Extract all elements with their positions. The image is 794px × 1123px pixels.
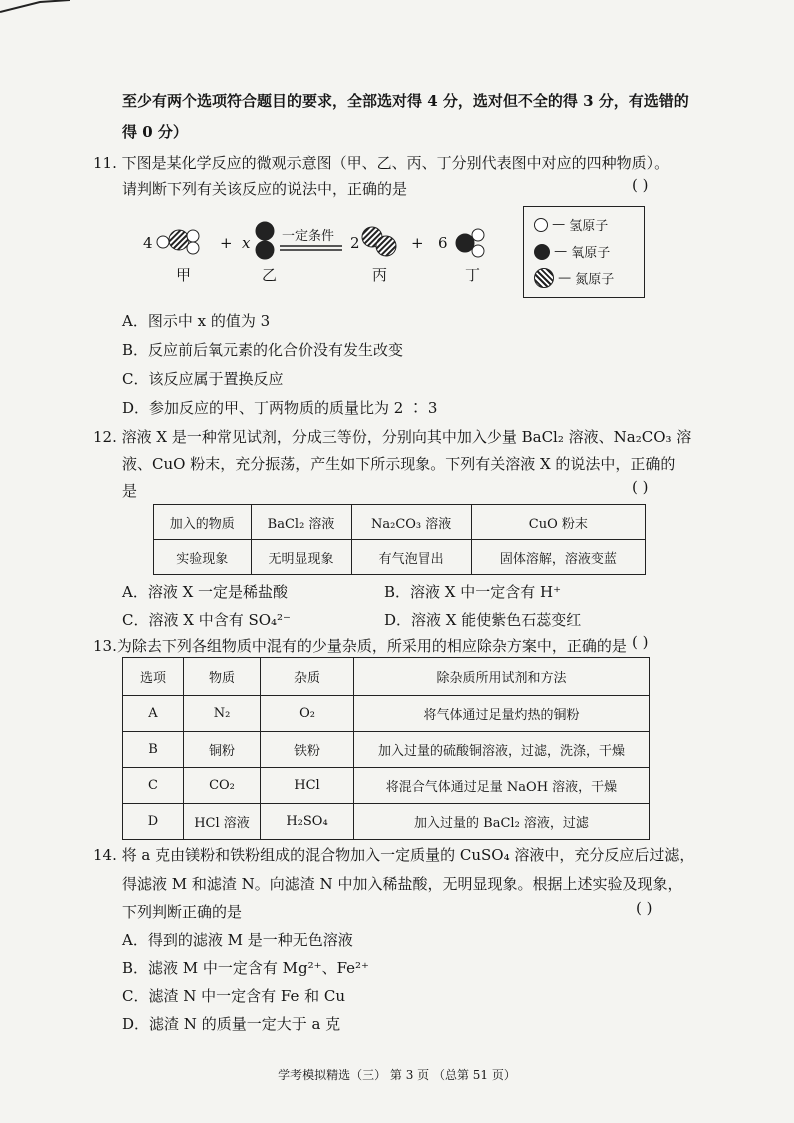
coef-d: 6	[438, 234, 448, 252]
coef-x: x	[242, 234, 251, 252]
q12-option-d: D．溶液 X 能使紫色石蕊变红	[384, 611, 582, 629]
legend-nitrogen-label: 氮原子	[575, 272, 615, 288]
q13-cell: A	[123, 696, 184, 732]
q13-header-cell: 除杂质所用试剂和方法	[354, 658, 650, 696]
section-intro-line1: 至少有两个选项符合题目的要求，全部选对得 4 分，选对但不全的得 3 分，有选错的	[122, 92, 689, 110]
q11-option-a: A．图示中 x 的值为 3	[122, 312, 271, 330]
q12-cell: 固体溶解，溶液变蓝	[471, 540, 645, 575]
q13-cell: O₂	[261, 696, 354, 732]
oxygen-atom-icon	[534, 244, 550, 260]
legend-hydrogen: — 氢原子	[534, 215, 608, 234]
q13-cell: 加入过量的 BaCl₂ 溶液，过滤	[354, 804, 650, 840]
q14-answer-paren: ( )	[636, 899, 653, 917]
q11-answer-paren: ( )	[632, 176, 649, 194]
q12-option-b: B．溶液 X 中一定含有 H⁺	[384, 583, 562, 601]
q12-stem-line1: 12. 溶液 X 是一种常见试剂，分成三等份，分别向其中加入少量 BaCl₂ 溶液、Na₂CO₃ 溶	[93, 428, 692, 446]
q13-cell: 铁粉	[261, 732, 354, 768]
page-footer: 学考模拟精选（三） 第 3 页 （总第 51 页）	[278, 1068, 516, 1082]
q13-table	[122, 657, 650, 840]
q13-cell: 将气体通过足量灼热的铜粉	[354, 696, 650, 732]
q13-cell: N₂	[184, 696, 261, 732]
q11-option-d: D．参加反应的甲、丁两物质的质量比为 2 ∶ 3	[122, 399, 438, 417]
legend-nitrogen: — 氮原子	[534, 268, 614, 288]
q12-cell: 加入的物质	[154, 505, 252, 540]
q13-header-cell: 杂质	[261, 658, 354, 696]
q11-stem-line2: 请判断下列有关该反应的说法中，正确的是	[122, 180, 408, 198]
q13-cell: B	[123, 732, 184, 768]
q11-option-b: B．反应前后氧元素的化合价没有发生改变	[122, 341, 404, 359]
water-molecule-icon	[452, 226, 492, 258]
q12-answer-paren: ( )	[632, 478, 649, 496]
q11-option-c: C．该反应属于置换反应	[122, 370, 284, 388]
q14-stem-line2: 得滤液 M 和滤渣 N。向滤渣 N 中加入稀盐酸，无明显现象。根据上述实验及现象，	[122, 875, 683, 893]
q12-cell: 有气泡冒出	[351, 540, 471, 575]
q14-option-c: C．滤渣 N 中一定含有 Fe 和 Cu	[122, 987, 346, 1005]
plus-1: +	[220, 234, 233, 252]
oxygen-molecule-icon	[254, 220, 276, 262]
label-bing: 丙	[372, 266, 388, 284]
q12-cell: 实验现象	[154, 540, 252, 575]
hydrogen-atom-icon	[534, 218, 548, 232]
nitrogen-molecule-icon	[360, 224, 400, 260]
q13-cell: 将混合气体通过足量 NaOH 溶液，干燥	[354, 768, 650, 804]
q14-option-a: A．得到的滤液 M 是一种无色溶液	[122, 931, 353, 949]
legend-oxygen: — 氧原子	[534, 242, 610, 261]
legend-oxygen-label: 氧原子	[571, 246, 611, 261]
reaction-condition: 一定条件	[282, 229, 335, 244]
label-yi: 乙	[262, 266, 278, 284]
q12-stem-line3: 是	[122, 482, 138, 500]
q12-cell: 无明显现象	[251, 540, 351, 575]
q13-cell: D	[123, 804, 184, 840]
q11-stem-line1: 11. 下图是某化学反应的微观示意图（甲、乙、丙、丁分别代表图中对应的四种物质）。	[93, 154, 670, 172]
q13-cell: 加入过量的硫酸铜溶液，过滤，洗涤，干燥	[354, 732, 650, 768]
q13-header-cell: 物质	[184, 658, 261, 696]
atom-legend	[523, 206, 645, 298]
q13-cell: HCl 溶液	[184, 804, 261, 840]
q12-cell: CuO 粉末	[471, 505, 645, 540]
q13-cell: C	[123, 768, 184, 804]
legend-hydrogen-label: 氢原子	[569, 219, 609, 234]
q13-cell: CO₂	[184, 768, 261, 804]
section-intro-line2: 得 0 分）	[122, 123, 188, 141]
q13-header-cell: 选项	[123, 658, 184, 696]
q14-option-b: B．滤液 M 中一定含有 Mg²⁺、Fe²⁺	[122, 959, 369, 977]
coef-a: 4	[143, 234, 153, 252]
q12-cell: Na₂CO₃ 溶液	[351, 505, 471, 540]
q13-answer-paren: ( )	[632, 633, 649, 651]
plus-2: +	[411, 234, 424, 252]
q12-option-c: C．溶液 X 中含有 SO₄²⁻	[122, 611, 291, 629]
label-ding: 丁	[465, 266, 481, 284]
page-corner-mark	[0, 0, 70, 20]
q14-stem-line1: 14. 将 a 克由镁粉和铁粉组成的混合物加入一定质量的 CuSO₄ 溶液中，充分反应后过滤，	[93, 846, 695, 864]
label-jia: 甲	[176, 266, 192, 284]
q13-stem: 13.为除去下列各组物质中混有的少量杂质，所采用的相应除杂方案中，正确的是	[93, 637, 627, 655]
coef-c: 2	[350, 234, 360, 252]
q12-option-a: A．溶液 X 一定是稀盐酸	[122, 583, 289, 601]
q13-cell: H₂SO₄	[261, 804, 354, 840]
q12-table	[153, 504, 646, 575]
q12-stem-line2: 液、CuO 粉末，充分振荡，产生如下所示现象。下列有关溶液 X 的说法中，正确的	[122, 455, 676, 473]
nitrogen-atom-icon	[534, 268, 554, 288]
q13-cell: 铜粉	[184, 732, 261, 768]
ammonia-molecule-icon	[155, 226, 205, 258]
q14-stem-line3: 下列判断正确的是	[122, 903, 243, 921]
reaction-arrow-icon	[280, 244, 342, 252]
q13-cell: HCl	[261, 768, 354, 804]
q12-cell: BaCl₂ 溶液	[251, 505, 351, 540]
q14-option-d: D．滤渣 N 的质量一定大于 a 克	[122, 1015, 341, 1033]
